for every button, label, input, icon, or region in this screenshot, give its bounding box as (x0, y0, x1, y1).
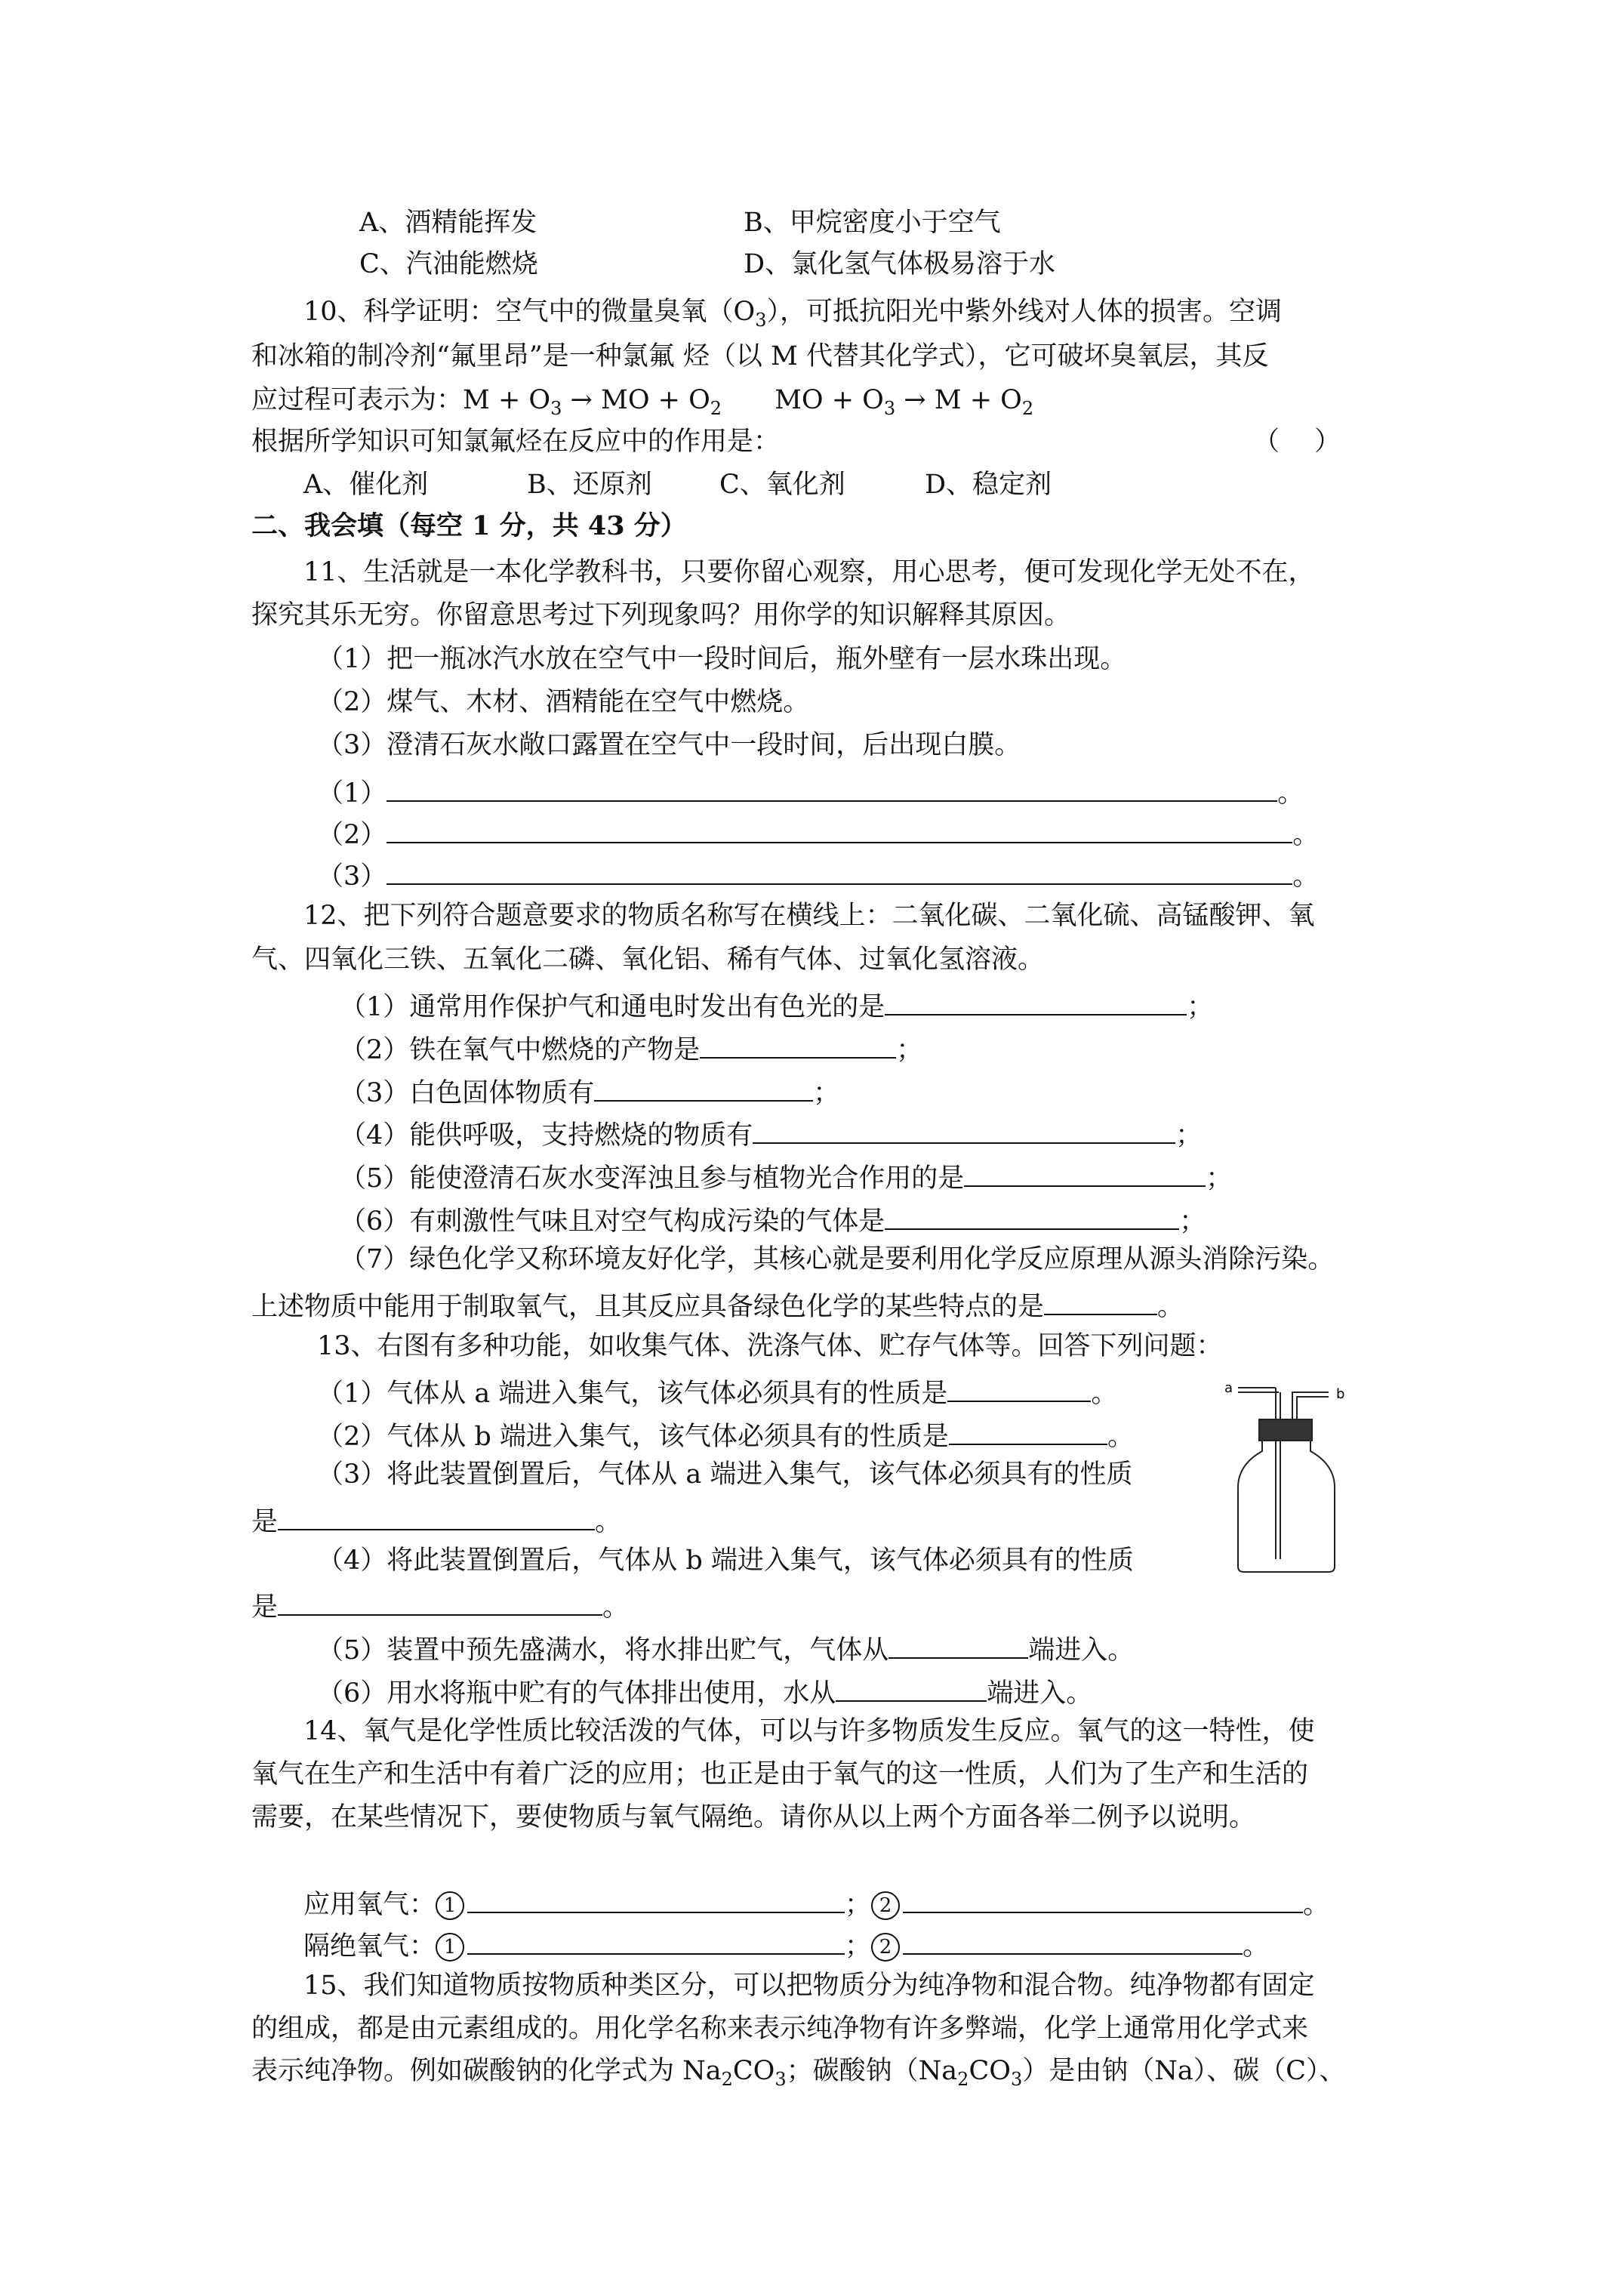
q10-line3: 应过程可表示为：$M + O_3$ → MO + $O_2$ MO + $O_3 \to M + O_2$ (251, 385, 1034, 419)
q12-item-4: （4）能供呼吸，支持燃烧的物质有 ； (340, 1112, 1202, 1154)
q15-line2: 的组成，都是由元素组成的。用化学名称来表示纯净物有许多弊端，化学上通常用化学式来 (251, 2014, 1309, 2044)
q10-answer-paren: （ ） (1253, 427, 1341, 457)
q13-blank-4[interactable] (278, 1584, 602, 1616)
q13-blank-1[interactable] (947, 1370, 1091, 1402)
q12-blank-2[interactable] (700, 1027, 896, 1059)
q12-item-6: （6）有刺激性气味且对空气构成污染的气体是 ； (340, 1198, 1206, 1240)
q14-apply-row: 应用氧气： 1 ； 2 。 (303, 1881, 1329, 1924)
q13-item-3-cont: 是 。 (251, 1499, 621, 1541)
q11-answer-row-2: （2） 。 (317, 812, 1319, 854)
q12-line2: 气、四氧化三铁、五氧化二磷、氧化铝、稀有气体、过氧化氢溶液。 (251, 945, 1045, 975)
q11-item-2: （2）煤气、木材、酒精能在空气中燃烧。 (317, 687, 810, 717)
q13-line1: 13、右图有多种功能，如收集气体、洗涤气体、贮存气体等。回答下列问题： (317, 1331, 1223, 1361)
q13-item-2: （2）气体从 b 端进入集气，该气体必须具有的性质是 。 (317, 1413, 1134, 1456)
q10-line4: 根据所学知识可知氯氟烃在反应中的作用是： (251, 427, 781, 457)
q13-item-1: （1）气体从 a 端进入集气，该气体必须具有的性质是 。 (317, 1370, 1117, 1413)
q12-blank-3[interactable] (594, 1070, 813, 1102)
q12-item-1: （1）通常用作保护气和通电时发出有色光的是 ； (340, 984, 1213, 1026)
q11-blank-1[interactable] (387, 770, 1277, 802)
q13-item-4: （4）将此装置倒置后，气体从 b 端进入集气，该气体必须具有的性质 (317, 1546, 1134, 1576)
q11-item-1: （1）把一瓶冰汽水放在空气中一段时间后，瓶外壁有一层水珠出现。 (317, 644, 1127, 674)
q14-isolate-row: 隔绝氧气： 1 ； 2 。 (303, 1923, 1269, 1965)
q12-line1: 12、把下列符合题意要求的物质名称写在横线上：二氧化碳、二氧化硫、高锰酸钾、氧 (303, 901, 1315, 931)
q12-blank-5[interactable] (964, 1155, 1206, 1187)
q15-line1: 15、我们知道物质按物质种类区分，可以把物质分为纯净物和混合物。纯净物都有固定 (303, 1971, 1315, 2001)
q12-item-2: （2）铁在氧气中燃烧的产物是 ； (340, 1027, 922, 1069)
q9-option-a: A、酒精能挥发 (359, 208, 537, 238)
q14-line2: 氧气在生产和生活中有着广泛的应用；也正是由于氧气的这一性质，人们为了生产和生活的 (251, 1759, 1309, 1789)
q14-apply-blank-2[interactable] (903, 1881, 1303, 1913)
q11-line1: 11、生活就是一本化学教科书，只要你留心观察，用心思考，便可发现化学无处不在， (303, 557, 1315, 587)
q13-blank-6[interactable] (836, 1670, 987, 1702)
q13-item-3: （3）将此装置倒置后，气体从 a 端进入集气，该气体必须具有的性质 (317, 1459, 1133, 1490)
q13-blank-2[interactable] (949, 1413, 1107, 1445)
q12-blank-4[interactable] (753, 1112, 1175, 1144)
q14-apply-blank-1[interactable] (467, 1881, 845, 1913)
q12-item-7-line1: （7）绿色化学又称环境友好化学，其核心就是要利用化学反应原理从源头消除污染。 (340, 1244, 1335, 1274)
q14-line1: 14、氧气是化学性质比较活泼的气体，可以与许多物质发生反应。氧气的这一特性，使 (303, 1716, 1315, 1746)
q10-option-d: D、稳定剂 (925, 470, 1052, 500)
q11-answer-row-3: （3） 。 (317, 853, 1319, 895)
q11-blank-3[interactable] (387, 853, 1292, 885)
q12-item-3: （3）白色固体物质有 ； (340, 1070, 839, 1112)
q13-blank-5[interactable] (888, 1627, 1028, 1659)
q15-line3: 表示纯净物。例如碳酸钠的化学式为 $Na_2CO_3$；碳酸钠$(Na_2CO_3)$是由钠（Na）、碳（C）、 (251, 2056, 1346, 2090)
q9-option-c: C、汽油能燃烧 (359, 249, 538, 279)
q10-option-b: B、还原剂 (527, 470, 652, 500)
q11-blank-2[interactable] (387, 812, 1292, 843)
q11-item-3: （3）澄清石灰水敞口露置在空气中一段时间，后出现白膜。 (317, 730, 1021, 760)
q13-item-5: （5）装置中预先盛满水，将水排出贮气，气体从 端进入。 (317, 1627, 1134, 1669)
q9-option-d: D、氯化氢气体极易溶于水 (744, 249, 1056, 279)
q12-item-7-line2: 上述物质中能用于制取氧气，且其反应具备绿色化学的某些特点的是 。 (251, 1284, 1184, 1326)
q10-equation-1: $M + O_3$ → MO + $O_2$ (463, 385, 722, 419)
q10-equation-2: MO + $O_3 \to M + O_2$ (775, 385, 1034, 419)
label-b: b (1336, 1386, 1345, 1402)
q10-option-c: C、氧化剂 (719, 470, 845, 500)
q13-item-6: （6）用水将瓶中贮有的气体排出使用，水从 端进入。 (317, 1670, 1092, 1712)
section-2-title: 二、我会填（每空 1 分，共 43 分） (251, 510, 687, 541)
q13-item-4-cont: 是 。 (251, 1584, 629, 1626)
q11-answer-row-1: （1） 。 (317, 770, 1304, 812)
q12-blank-7[interactable] (1044, 1284, 1157, 1315)
q12-item-5: （5）能使澄清石灰水变浑浊且参与植物光合作用的是 ； (340, 1155, 1232, 1197)
label-a: a (1224, 1382, 1233, 1396)
q14-isolate-blank-1[interactable] (467, 1923, 845, 1955)
q13-blank-3[interactable] (278, 1499, 595, 1530)
q14-line3: 需要，在某些情况下，要使物质与氧气隔绝。请你从以上两个方面各举二例予以说明。 (251, 1802, 1256, 1832)
q11-line2: 探究其乐无穷。你留意思考过下列现象吗？用你学的知识解释其原因。 (251, 600, 1071, 630)
q14-isolate-blank-2[interactable] (903, 1923, 1243, 1955)
q12-blank-6[interactable] (885, 1198, 1179, 1230)
q10-line2: 和冰箱的制冷剂“氟里昂”是一种氯氟 烃（以 M 代替其化学式），它可破坏臭氧层，其反 (251, 341, 1269, 371)
q10-option-a: A、催化剂 (303, 470, 429, 500)
q10-line1: 10、科学证明：空气中的微量臭氧$(O_3)$，可抵抗阳光中紫外线对人体的损害。空调 (303, 297, 1283, 331)
gas-bottle-figure (1223, 1382, 1351, 1578)
q9-option-b: B、甲烷密度小于空气 (744, 208, 1001, 238)
q12-blank-1[interactable] (885, 984, 1187, 1015)
